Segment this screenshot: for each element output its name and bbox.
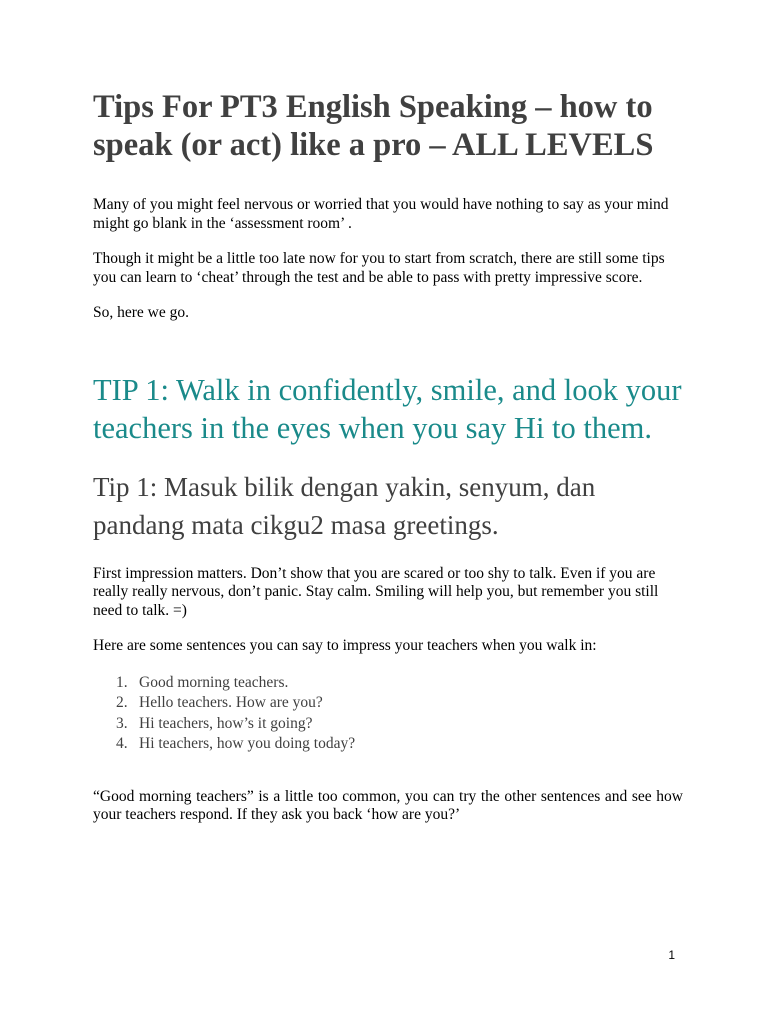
list-item <box>93 693 683 714</box>
list-item-number: 1. <box>116 673 128 691</box>
list-item-number: 3. <box>116 714 128 732</box>
list-item <box>93 734 683 755</box>
tip-1-subheading: Tip 1: Masuk bilik dengan yakin, senyum, dan pandang mata cikgu2 masa greetings. <box>93 471 596 540</box>
document-content <box>93 88 683 842</box>
list-item <box>93 714 683 735</box>
list-item-number: 4. <box>116 735 128 752</box>
tip-1-paragraph-2: Here are some sentences you can say to impress your teachers when you walk in: <box>93 637 597 654</box>
intro-paragraph-1: Many of you might feel nervous or worried that you would have nothing to say as your mind might go blank in the ‘assessment room’ . <box>93 196 669 232</box>
list-item-text: Hi teachers, how’s it going? <box>139 714 313 732</box>
tip-1-paragraph-1: First impression matters. Don’t show that you are scared or too shy to talk. Even if you are really really nervous, don’t panic. Stay calm. Smiling will help you, but remember you still need to talk. =) <box>93 564 659 619</box>
list-item-text: Hi teachers, how you doing today? <box>139 735 356 752</box>
list-item-text: Hello teachers. How are you? <box>139 694 323 711</box>
list-item-text: Good morning teachers. <box>139 673 289 691</box>
list-item-number: 2. <box>116 694 128 711</box>
greeting-sentences-list <box>93 673 683 755</box>
tip-1-heading: TIP 1: Walk in confidently, smile, and look your teachers in the eyes when you say Hi to them. <box>93 372 682 445</box>
list-item <box>93 673 683 694</box>
page-number: 1 <box>668 948 675 962</box>
document-title: Tips For PT3 English Speaking – how to speak (or act) like a pro – ALL LEVELS <box>93 89 654 163</box>
intro-paragraph-2: Though it might be a little too late now for you to start from scratch, there are still some tips you can learn to ‘cheat’ through the test and be able to pass with pretty impressive score. <box>93 250 665 286</box>
intro-paragraph-3: So, here we go. <box>93 304 189 321</box>
tip-1-paragraph-3: “Good morning teachers” is a little too common, you can try the other sentences and see how your teachers respond. If they ask you back ‘how are you?’ <box>93 787 683 823</box>
